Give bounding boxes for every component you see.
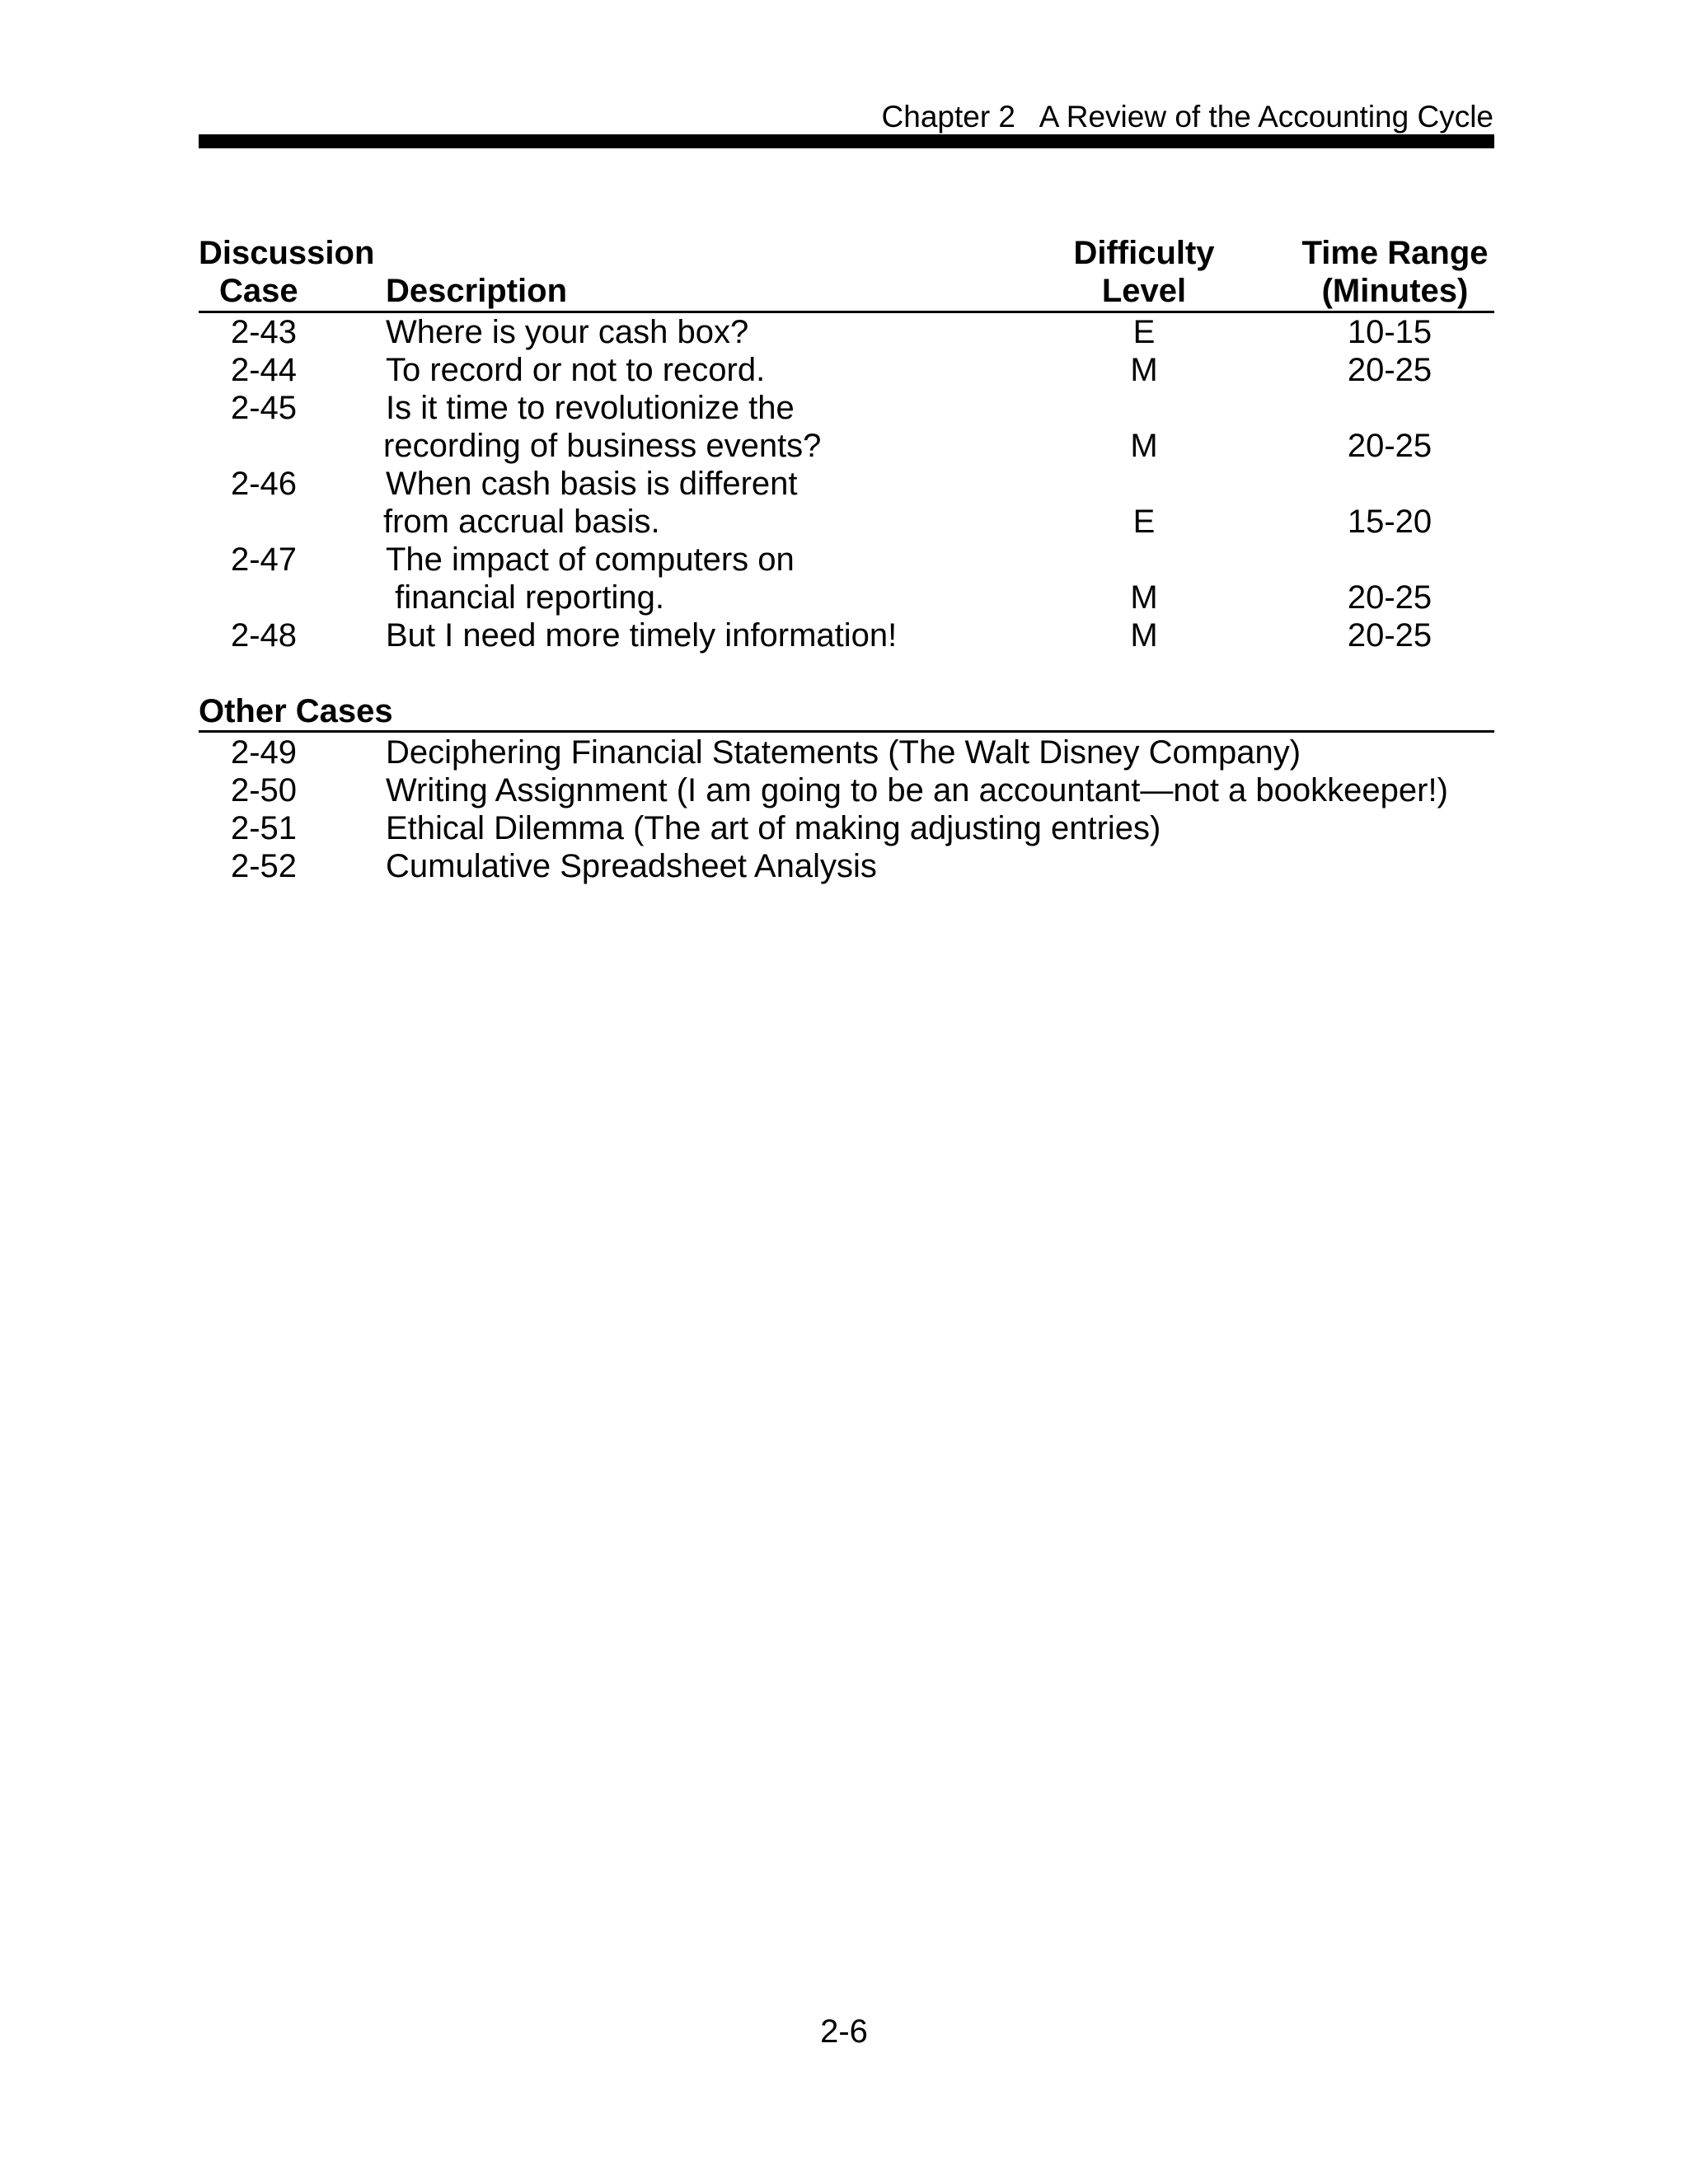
difficulty-level: M <box>1130 579 1158 616</box>
chapter-header: Chapter 2 A Review of the Accounting Cycle <box>881 100 1493 134</box>
case-description-continued: financial reporting. <box>386 579 664 616</box>
case-number: 2-44 <box>230 352 298 388</box>
case-number: 2-47 <box>230 541 298 578</box>
case-description: Where is your cash box? <box>386 314 749 350</box>
time-range: 10-15 <box>1347 314 1432 350</box>
difficulty-level: M <box>1130 428 1158 464</box>
case-description: To record or not to record. <box>386 352 766 388</box>
header-rule <box>199 134 1494 148</box>
case-number: 2-51 <box>230 810 298 846</box>
case-description: Ethical Dilemma (The art of making adjusting entries) <box>386 810 1161 846</box>
page-number: 2-6 <box>820 2013 868 2050</box>
case-number: 2-43 <box>230 314 298 350</box>
header-description: Description <box>386 273 568 309</box>
header-difficulty: Difficulty <box>1073 235 1215 271</box>
header-discussion: Discussion <box>199 235 375 271</box>
case-description-continued: from accrual basis. <box>383 504 660 540</box>
case-description: Cumulative Spreadsheet Analysis <box>386 848 877 884</box>
case-description: The impact of computers on <box>386 541 795 578</box>
case-description: Deciphering Financial Statements (The Walt Disney Company) <box>386 734 1301 771</box>
case-number: 2-52 <box>230 848 298 884</box>
header-minutes: (Minutes) <box>1321 273 1469 309</box>
difficulty-level: E <box>1132 314 1156 350</box>
time-range: 15-20 <box>1347 504 1432 540</box>
header-case: Case <box>219 273 298 309</box>
case-number: 2-48 <box>230 617 298 654</box>
time-range: 20-25 <box>1347 617 1432 654</box>
other-cases-title: Other Cases <box>199 693 393 729</box>
case-description-continued: recording of business events? <box>383 428 822 464</box>
case-description: But I need more timely information! <box>386 617 898 654</box>
case-number: 2-49 <box>230 734 298 771</box>
case-description: When cash basis is different <box>386 466 798 502</box>
case-description: Writing Assignment (I am going to be an accountant—not a bookkeeper!) <box>386 772 1448 808</box>
case-number: 2-50 <box>230 772 298 808</box>
header-level: Level <box>1101 273 1187 309</box>
case-number: 2-45 <box>230 390 298 426</box>
other-cases-rule <box>199 730 1494 733</box>
header-time-range: Time Range <box>1301 235 1489 271</box>
time-range: 20-25 <box>1347 352 1432 388</box>
difficulty-level: M <box>1130 352 1158 388</box>
time-range: 20-25 <box>1347 428 1432 464</box>
time-range: 20-25 <box>1347 579 1432 616</box>
case-description: Is it time to revolutionize the <box>386 390 795 426</box>
case-number: 2-46 <box>230 466 298 502</box>
difficulty-level: E <box>1132 504 1156 540</box>
difficulty-level: M <box>1130 617 1158 654</box>
